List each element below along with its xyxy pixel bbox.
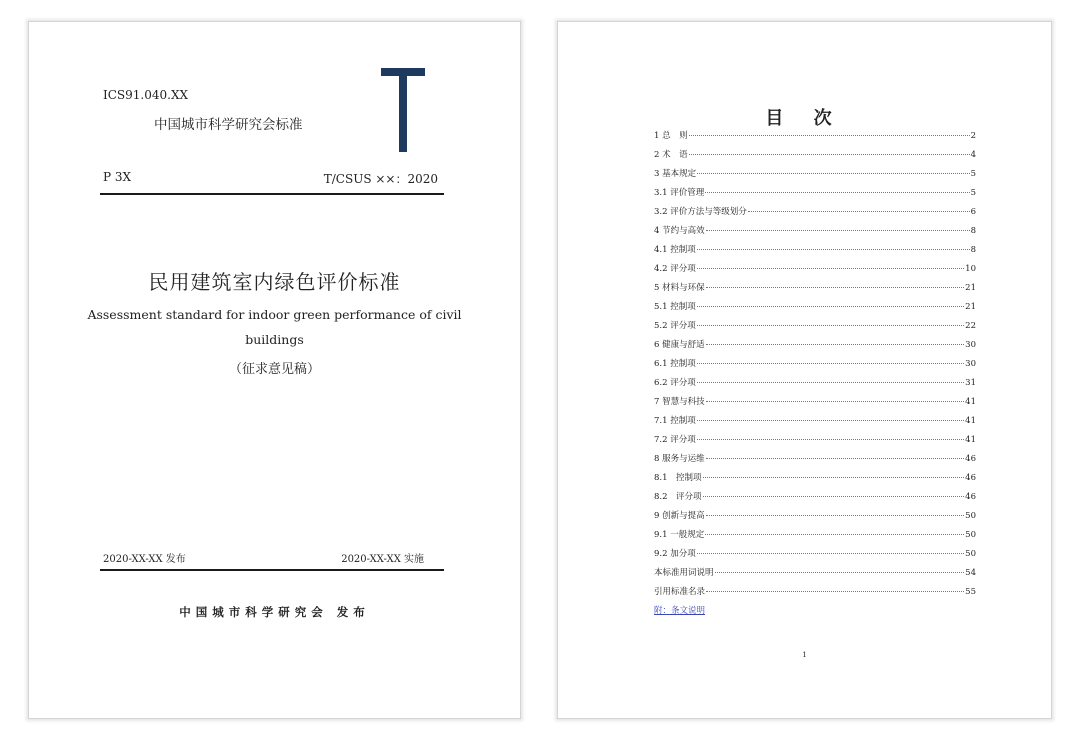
toc-entry-label: 4 节约与高效 [654, 226, 705, 236]
toc-entry-label: 7.2 评分项 [654, 435, 696, 445]
toc-entry-label: 引用标准名录 [654, 587, 706, 597]
ics-code: ICS91.040.XX [103, 88, 189, 102]
toc-entry[interactable] [654, 393, 976, 412]
toc-entry-page: 10 [965, 264, 976, 274]
toc-entry[interactable] [654, 583, 976, 602]
toc-leader-dots [706, 591, 964, 592]
toc-entry[interactable] [654, 279, 976, 298]
toc-entry-page: 8 [970, 226, 976, 236]
toc-entry[interactable] [654, 260, 976, 279]
toc-entry-page: 50 [965, 549, 976, 559]
toc-entry-page: 6 [970, 207, 976, 217]
toc-entry[interactable] [654, 412, 976, 431]
toc-entry-label: 2 术 语 [654, 150, 688, 160]
toc-entry-label: 8.1 控制项 [654, 473, 702, 483]
toc-leader-dots [697, 363, 964, 364]
toc-leader-dots [706, 344, 965, 345]
toc-entry[interactable] [654, 450, 976, 469]
toc-entry-page: 50 [965, 511, 976, 521]
toc-entry-label: 7 智慧与科技 [654, 397, 705, 407]
issue-date: 2020-XX-XX 发布 [103, 554, 186, 565]
toc-leader-dots [715, 572, 965, 573]
toc-entry-label: 3.1 评价管理 [654, 188, 705, 198]
toc-leader-dots [706, 230, 970, 231]
toc-title: 目 次 [765, 108, 844, 129]
toc-entry-page: 5 [970, 169, 976, 179]
title-english-line1: Assessment standard for indoor green performance of civil [87, 307, 462, 322]
toc-entry-page: 46 [965, 473, 976, 483]
toc-list [654, 127, 976, 621]
toc-entry-page: 54 [965, 568, 976, 578]
cover-page [28, 21, 521, 719]
toc-entry[interactable] [654, 355, 976, 374]
toc-entry-page: 41 [965, 416, 976, 426]
appendix-link[interactable]: 附：条文说明 [654, 606, 706, 616]
toc-entry[interactable] [654, 431, 976, 450]
toc-leader-dots [697, 268, 964, 269]
toc-leader-dots [706, 458, 965, 459]
toc-leader-dots [705, 192, 969, 193]
toc-leader-dots [697, 325, 964, 326]
toc-entry-label: 1 总 则 [654, 131, 688, 141]
toc-entry[interactable] [654, 146, 976, 165]
toc-entry-page: 2 [970, 131, 976, 141]
toc-entry[interactable] [654, 203, 976, 222]
standard-type-t-logo [381, 68, 425, 152]
toc-entry-label: 6.1 控制项 [654, 359, 696, 369]
toc-entry[interactable] [654, 241, 976, 260]
toc-entry-label: 5.2 评分项 [654, 321, 696, 331]
toc-entry[interactable] [654, 545, 976, 564]
toc-entry[interactable] [654, 298, 976, 317]
toc-leader-dots [689, 135, 970, 136]
toc-entry-label: 6 健康与舒适 [654, 340, 705, 350]
toc-entry-label: 4.1 控制项 [654, 245, 696, 255]
t-logo-stem [399, 68, 407, 152]
toc-leader-dots [697, 553, 964, 554]
toc-entry-label: 4.2 评分项 [654, 264, 696, 274]
toc-leader-dots [697, 249, 970, 250]
toc-entry-page: 5 [970, 188, 976, 198]
toc-entry[interactable] [654, 507, 976, 526]
implementation-date: 2020-XX-XX 实施 [341, 554, 424, 565]
toc-entry[interactable] [654, 526, 976, 545]
toc-entry-page: 50 [965, 530, 976, 540]
toc-leader-dots [703, 477, 965, 478]
title-chinese: 民用建筑室内绿色评价标准 [148, 270, 401, 294]
toc-entry-label: 5 材料与环保 [654, 283, 705, 293]
toc-entry-label: 7.1 控制项 [654, 416, 696, 426]
toc-leader-dots [706, 515, 965, 516]
toc-entry-page: 46 [965, 454, 976, 464]
toc-entry[interactable] [654, 317, 976, 336]
standard-number: T/CSUS ××：2020 [323, 172, 438, 186]
toc-entry[interactable] [654, 165, 976, 184]
header-divider [100, 193, 444, 195]
toc-entry-label: 3.2 评价方法与等级划分 [654, 207, 747, 217]
toc-entry-label: 8.2 评分项 [654, 492, 702, 502]
toc-entry-label: 8 服务与运维 [654, 454, 705, 464]
draft-note: （征求意见稿） [228, 362, 320, 377]
toc-leader-dots [697, 439, 964, 440]
classification-code: P 3X [103, 170, 132, 184]
toc-entry-page: 21 [965, 283, 976, 293]
toc-entry-page: 8 [970, 245, 976, 255]
toc-entry-page: 4 [970, 150, 976, 160]
toc-entry-page: 55 [965, 587, 976, 597]
toc-entry[interactable] [654, 127, 976, 146]
organization-standard-label: 中国城市科学研究会标准 [154, 117, 303, 133]
toc-entry-label: 9.1 一般规定 [654, 530, 705, 540]
toc-entry-label: 9.2 加分项 [654, 549, 696, 559]
toc-entry-page: 30 [965, 359, 976, 369]
toc-entry[interactable] [654, 374, 976, 393]
toc-leader-dots [689, 154, 970, 155]
title-english-line2: buildings [245, 332, 304, 347]
toc-entry-page: 22 [965, 321, 976, 331]
toc-leader-dots [697, 382, 964, 383]
toc-entry[interactable] [654, 488, 976, 507]
toc-entry[interactable] [654, 222, 976, 241]
toc-entry[interactable] [654, 564, 976, 583]
publisher: 中国城市科学研究会 发布 [179, 605, 370, 619]
toc-entry-page: 41 [965, 397, 976, 407]
toc-entry-page: 21 [965, 302, 976, 312]
toc-entry-label: 本标准用词说明 [654, 568, 714, 578]
toc-entry-label: 3 基本规定 [654, 169, 697, 179]
toc-leader-dots [706, 401, 965, 402]
toc-leader-dots [705, 534, 964, 535]
toc-leader-dots [697, 306, 964, 307]
toc-entry-label: 5.1 控制项 [654, 302, 696, 312]
toc-entry-page: 30 [965, 340, 976, 350]
toc-entry-page: 41 [965, 435, 976, 445]
toc-entry-label: 9 创新与提高 [654, 511, 705, 521]
toc-entry-page: 31 [965, 378, 976, 388]
toc-leader-dots [697, 420, 964, 421]
page-number: 1 [802, 651, 807, 659]
toc-leader-dots [697, 173, 969, 174]
toc-entry[interactable] [654, 184, 976, 203]
toc-entry-page: 46 [965, 492, 976, 502]
toc-entry-label: 6.2 评分项 [654, 378, 696, 388]
toc-leader-dots [748, 211, 970, 212]
footer-divider [100, 569, 444, 571]
toc-entry[interactable] [654, 336, 976, 355]
toc-leader-dots [706, 287, 965, 288]
toc-leader-dots [703, 496, 965, 497]
toc-entry[interactable] [654, 469, 976, 488]
toc-page [557, 21, 1052, 719]
